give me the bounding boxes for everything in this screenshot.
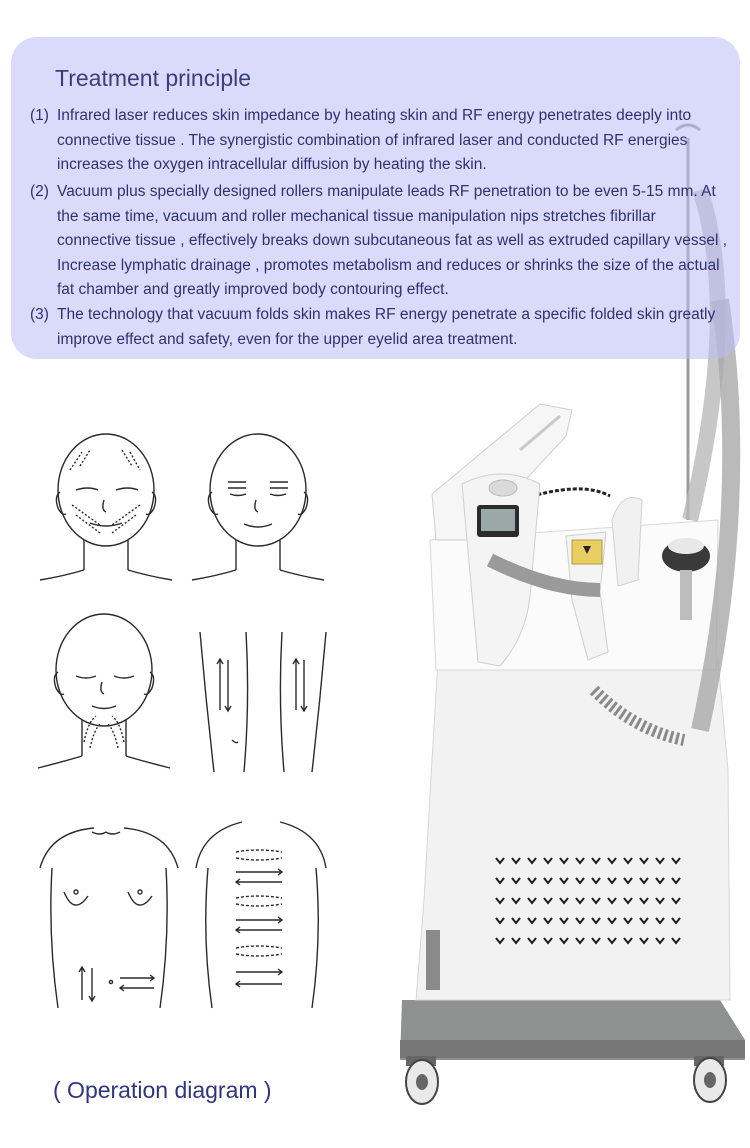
principle-number: (1) — [30, 107, 49, 124]
operation-diagram-caption: ( Operation diagram ) — [53, 1077, 272, 1103]
principle-text: Infrared laser reduces skin impedance by heating skin and RF energy penetrates deeply into connective tissue . The synergistic combination of infrared laser and conducted RF energies increases the oxygen intracellular diffusion by heating the skin. — [57, 107, 692, 174]
principle-text: Vacuum plus specially designed rollers manipulate leads RF penetration to be even 5-15 mm. At the same time, vacuum and roller mechanical tissue manipulation nips stretches fibrillar connective tissue , effectively breaks down subcutaneous fat as well as extruded capillary vessel , Increase lymphatic drainage , promotes metabolism and reduces or shrinks the size of the actual fat chamber and greatly improved body contouring effect. — [57, 183, 728, 299]
principle-text: The technology that vacuum folds skin makes RF energy penetrate a specific folded skin greatly improve effect and safety, even for the upper eyelid area treatment. — [57, 306, 716, 348]
principle-item-2 — [30, 180, 730, 303]
principle-number: (2) — [30, 183, 49, 200]
principle-item-3 — [30, 303, 730, 352]
principle-number: (3) — [30, 306, 49, 323]
caster-wheel — [406, 1056, 438, 1104]
principle-item-1 — [30, 104, 730, 178]
panel-title: Treatment principle — [55, 65, 252, 91]
caster-wheel — [694, 1056, 726, 1102]
